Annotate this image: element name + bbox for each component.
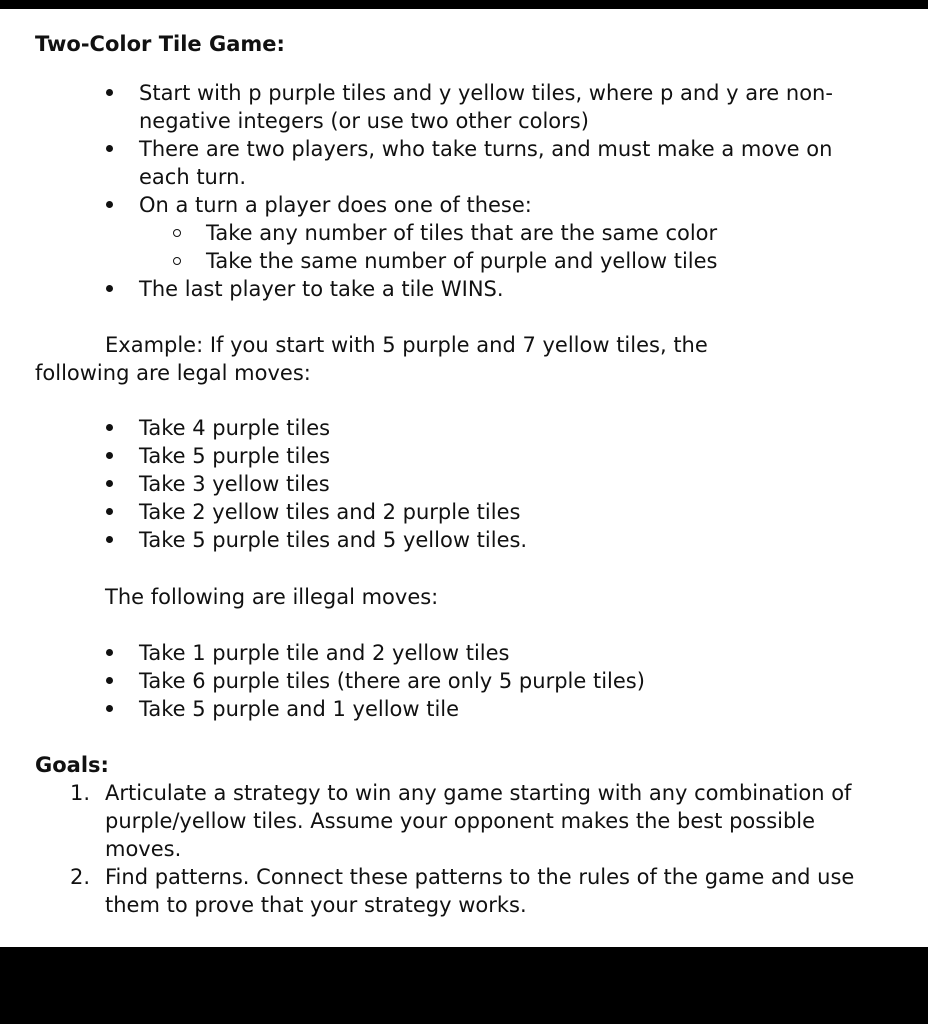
hollow-bullet-icon — [173, 257, 181, 265]
list-item — [172, 219, 866, 247]
list-item — [106, 191, 866, 275]
bullet-icon — [106, 508, 113, 515]
hollow-bullet-icon — [173, 229, 181, 237]
list-item — [70, 863, 880, 919]
goal-number: 2. — [70, 865, 91, 889]
rules-list — [106, 79, 866, 303]
list-item — [70, 779, 880, 863]
goal-number: 1. — [70, 781, 91, 805]
list-item — [106, 414, 866, 442]
goal-text: Articulate a strategy to win any game starting with any combination of purple/yellow tiles. Assume your opponent makes the best possible moves. — [105, 781, 852, 861]
rule-text: Start with p purple tiles and y yellow tiles, where p and y are non-negative integers (or use two other colors) — [139, 81, 833, 133]
bullet-icon — [106, 649, 113, 656]
list-item — [106, 667, 866, 695]
list-item — [106, 79, 866, 135]
rule-text: There are two players, who take turns, and must make a move on each turn. — [139, 137, 833, 189]
list-item — [106, 498, 866, 526]
list-item — [106, 695, 866, 723]
list-item — [106, 135, 866, 191]
rule-options-list — [139, 219, 866, 275]
bullet-icon — [106, 145, 113, 152]
list-item — [106, 275, 866, 303]
move-text: Take 4 purple tiles — [139, 416, 331, 440]
goals-heading: Goals: — [35, 753, 109, 777]
move-text: Take 1 purple tile and 2 yellow tiles — [139, 641, 510, 665]
rules-list-block — [106, 79, 866, 303]
illegal-intro: The following are illegal moves: — [105, 585, 439, 609]
move-text: Take 5 purple tiles — [139, 444, 331, 468]
bullet-icon — [106, 677, 113, 684]
example-intro: Example: If you start with 5 purple and 7 yellow tiles, the following are legal moves: — [35, 333, 708, 385]
bullet-icon — [106, 536, 113, 543]
list-item — [106, 470, 866, 498]
goals-list — [70, 779, 880, 919]
rule-text: The last player to take a tile WINS. — [139, 277, 504, 301]
bullet-icon — [106, 452, 113, 459]
illegal-moves-block — [106, 639, 866, 723]
bullet-icon — [106, 705, 113, 712]
bullet-icon — [106, 285, 113, 292]
document-page — [0, 9, 928, 947]
list-item — [106, 526, 866, 554]
bullet-icon — [106, 424, 113, 431]
option-text: Take the same number of purple and yellow tiles — [206, 249, 718, 273]
list-item — [106, 442, 866, 470]
move-text: Take 5 purple tiles and 5 yellow tiles. — [139, 528, 528, 552]
rule-text: On a turn a player does one of these: — [139, 193, 532, 217]
legal-moves-block — [106, 414, 866, 554]
option-text: Take any number of tiles that are the same color — [206, 221, 718, 245]
goals-block — [70, 779, 880, 919]
page-title: Two-Color Tile Game: — [35, 32, 285, 56]
bullet-icon — [106, 89, 113, 96]
list-item — [106, 639, 866, 667]
move-text: Take 2 yellow tiles and 2 purple tiles — [139, 500, 521, 524]
list-item — [172, 247, 866, 275]
bullet-icon — [106, 201, 113, 208]
illegal-moves-list — [106, 639, 866, 723]
move-text: Take 3 yellow tiles — [139, 472, 330, 496]
legal-moves-list — [106, 414, 866, 554]
bullet-icon — [106, 480, 113, 487]
move-text: Take 5 purple and 1 yellow tile — [139, 697, 460, 721]
goal-text: Find patterns. Connect these patterns to the rules of the game and use them to prove that your strategy works. — [105, 865, 855, 917]
move-text: Take 6 purple tiles (there are only 5 purple tiles) — [139, 669, 645, 693]
